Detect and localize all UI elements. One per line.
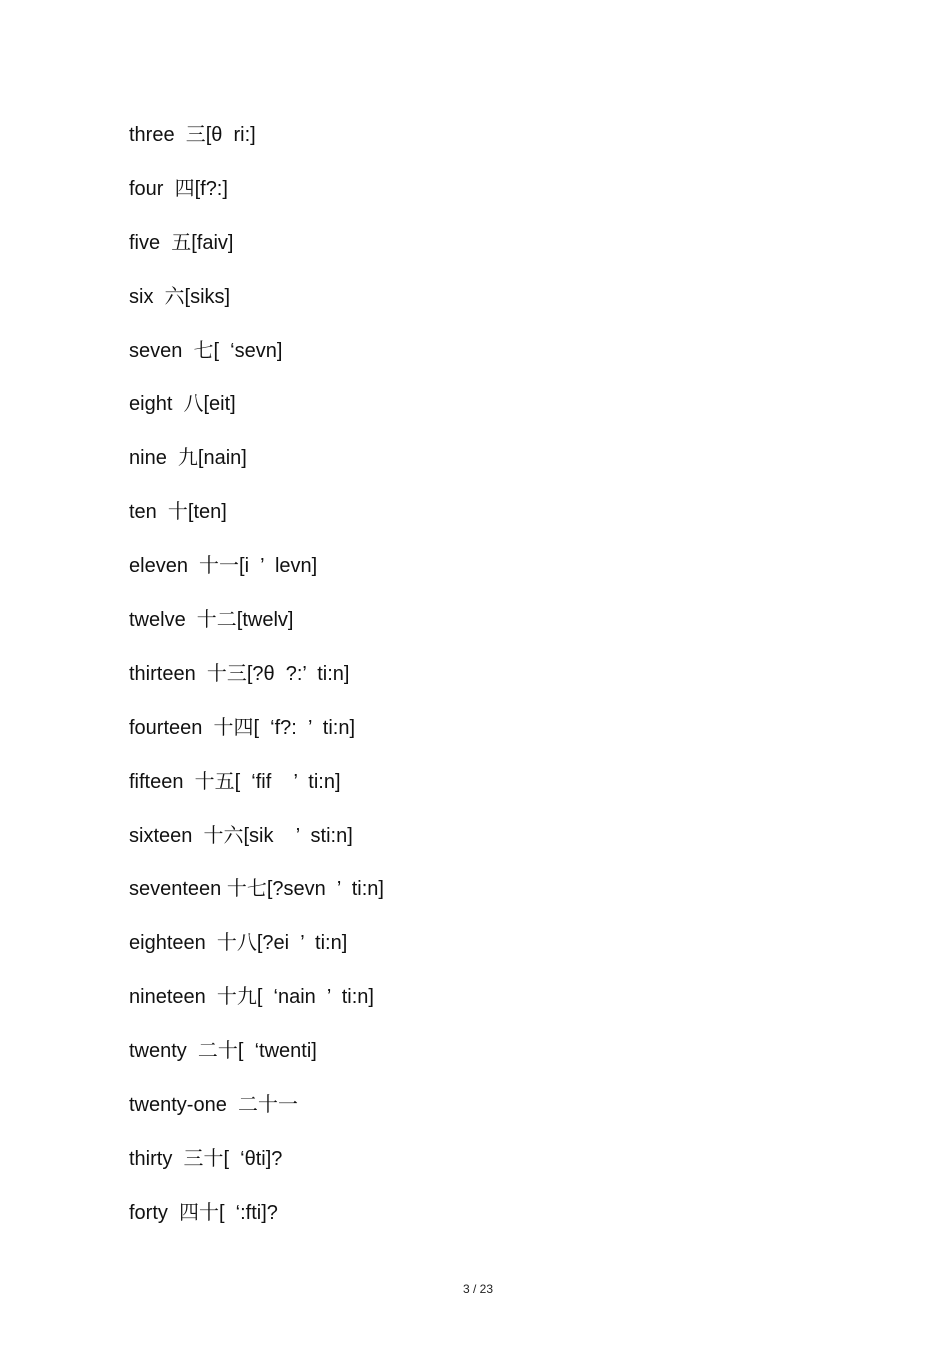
vocab-line-five [129, 226, 889, 280]
vocab-line-sixteen [129, 819, 889, 873]
number-vocabulary-list [129, 118, 889, 1250]
vocab-line-fourteen [129, 711, 889, 765]
vocab-line-thirteen [129, 657, 889, 711]
vocab-text: seven 七[ ‘sevn] [129, 339, 283, 362]
vocab-line-forty [129, 1196, 889, 1250]
vocab-line-seven [129, 334, 889, 388]
vocab-text: nineteen 十九[ ‘nain ’ ti:n] [129, 986, 374, 1009]
vocab-text: eight 八[eit] [129, 393, 236, 416]
vocab-text: sixteen 十六[sik ’ sti:n] [129, 824, 353, 847]
vocab-text: twenty 二十[ ‘twenti] [129, 1040, 317, 1063]
vocab-text: twelve 十二[twelv] [129, 609, 294, 632]
vocab-text: seventeen 十七[?sevn ’ ti:n] [129, 878, 384, 901]
vocab-line-three [129, 118, 889, 172]
vocab-line-thirty [129, 1142, 889, 1196]
vocab-text: nine 九[nain] [129, 447, 247, 470]
vocab-line-twenty [129, 1034, 889, 1088]
vocab-text: fifteen 十五[ ‘fif ’ ti:n] [129, 770, 341, 793]
vocab-line-nine [129, 441, 889, 495]
vocab-line-eleven [129, 549, 889, 603]
vocab-text: fourteen 十四[ ‘f?: ’ ti:n] [129, 716, 356, 739]
vocab-text: three 三[θ ri:] [129, 124, 256, 146]
vocab-line-six [129, 280, 889, 334]
vocab-text: five 五[faiv] [129, 231, 234, 254]
vocab-text: eleven 十一[i ’ levn] [129, 555, 318, 578]
vocab-text: four 四[f?:] [129, 177, 228, 200]
vocab-text: thirty 三十[ ‘θti]? [129, 1147, 283, 1170]
vocab-text: ten 十[ten] [129, 501, 227, 524]
vocab-line-ten [129, 495, 889, 549]
page-number: 3 / 23 [462, 1282, 494, 1296]
vocab-line-twenty-one [129, 1088, 889, 1142]
vocab-line-four [129, 172, 889, 226]
vocab-text: thirteen 十三[?θ ?:’ ti:n] [129, 662, 350, 685]
vocab-text: twenty-one 二十一 [129, 1094, 298, 1117]
vocab-line-eight [129, 387, 889, 441]
vocab-line-nineteen [129, 980, 889, 1034]
vocab-line-twelve [129, 603, 889, 657]
vocab-text: eighteen 十八[?ei ’ ti:n] [129, 932, 348, 955]
vocab-text: six 六[siks] [129, 285, 231, 308]
vocab-line-fifteen [129, 765, 889, 819]
vocab-line-seventeen [129, 872, 889, 926]
vocab-text: forty 四十[ ‘:fti]? [129, 1201, 278, 1224]
vocab-line-eighteen [129, 926, 889, 980]
